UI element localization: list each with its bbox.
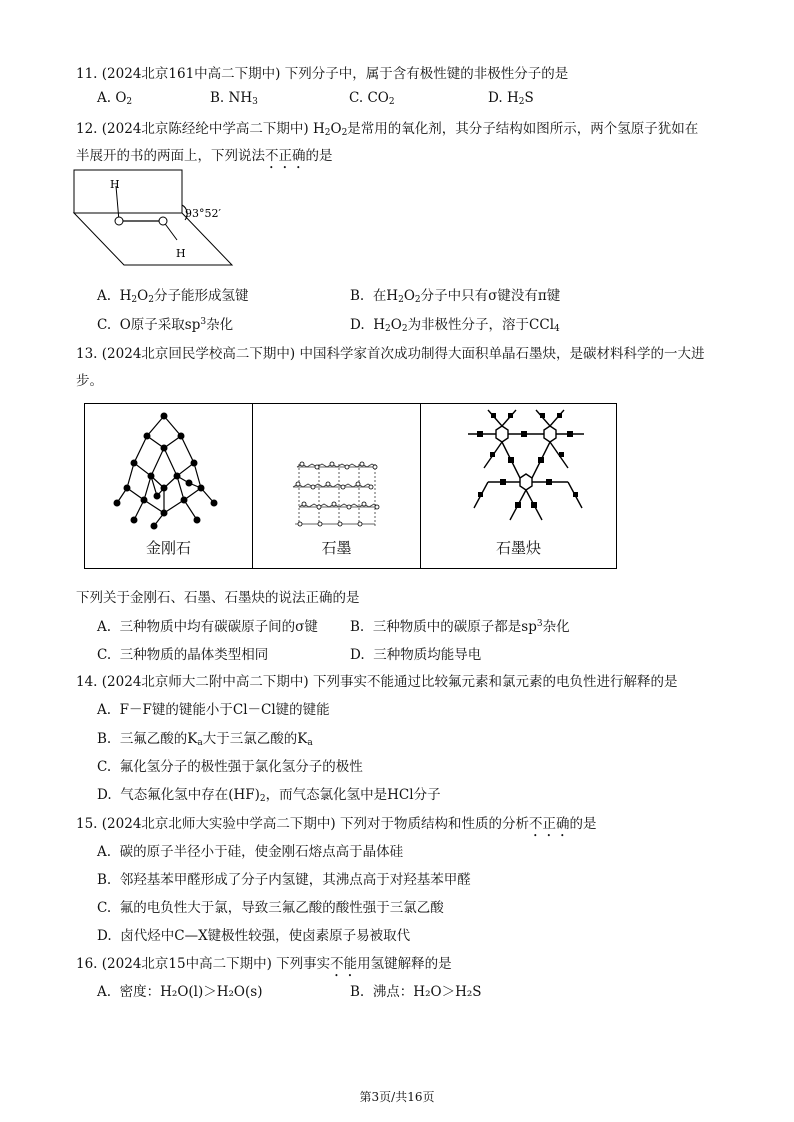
graphyne-cell [421,404,616,568]
question-13-stem-line2: 步。 [76,373,103,389]
q13-option-b: B. 三种物质中的碳原子都是$sp^3$杂化 [350,619,570,635]
q16-option-a: A. 密度：H₂O(l)＞H₂O(s) [97,984,263,1000]
o-h-bond-top [116,186,119,221]
q12-option-c: C. O原子采取$sp^3$杂化 [97,317,234,333]
carbon-allotropes-figure [84,403,617,569]
h-label-bottom: H [176,247,186,260]
diamond-cell [85,404,253,568]
diamond-structure-icon [89,408,249,533]
caption-graphite: 石墨 [321,539,352,557]
q15-option-b: B. 邻羟基苯甲醛形成了分子内氢键，其沸点高于对羟基苯甲醛 [97,872,471,888]
caption-graphyne: 石墨炔 [495,539,541,557]
h2o2-structure-figure [72,168,242,270]
graphite-cell [253,404,421,568]
q11-option-c: C. $CO_2$ [349,90,395,107]
book-upper-page [74,170,182,213]
oxygen-atom-2 [159,217,167,225]
q12-option-a: A. $H_2O_2$分子能形成氢键 [97,288,249,305]
graphite-structure-icon [257,412,417,532]
q11-option-a: A. $O_2$ [97,90,133,107]
question-14-stem: 14. (2024北京师大二附中高二下期中) 下列事实不能通过比较氟元素和氯元素的电负性进行解释的是 [76,674,678,690]
graphyne-structure-icon [428,408,608,528]
q14-option-b: B. 三氟乙酸的$K_a$大于三氯乙酸的$K_a$ [97,731,313,748]
q13-option-c: C. 三种物质的晶体类型相同 [97,647,269,663]
q14-option-c: C. 氟化氢分子的极性强于氯化氢分子的极性 [97,759,363,775]
angle-label: 93°52′ [185,207,221,220]
q11-option-b: B. $NH_3$ [210,90,258,107]
question-12-stem: 12. (2024北京陈经纶中学高二下期中) $H_2O_2$是常用的氧化剂，其分子结构如图所示，两个氢原子犹如在 [76,121,699,138]
page-footer: 第3页/共16页 [359,1090,435,1104]
q15-option-d: D. 卤代烃中C—X键极性较强，使卤素原子易被取代 [97,928,411,944]
question-13-stem-line3: 下列关于金刚石、石墨、石墨炔的说法正确的是 [76,590,360,606]
q12-option-b: B. 在$H_2O_2$分子中只有σ键没有π键 [350,288,561,305]
question-13-stem: 13. (2024北京回民学校高二下期中) 中国科学家首次成功制得大面积单晶石墨炔，是碳材料科学的一大进 [76,346,705,362]
q13-option-a: A. 三种物质中均有碳碳原子间的σ键 [97,619,318,635]
caption-diamond: 金刚石 [145,539,191,557]
question-15-stem: 15. (2024北京北师大实验中学高二下期中) 下列对于物质结构和性质的分析不正确的是 [76,816,597,832]
q16-option-b: B. 沸点：H₂O＞H₂S [350,984,482,1000]
q14-option-a: A. F－F键的键能小于Cl－Cl键的键能 [97,702,330,718]
question-11-stem: 11. (2024北京161中高二下期中) 下列分子中，属于含有极性键的非极性分子的是 [76,66,569,82]
question-16-stem: 16. (2024北京15中高二下期中) 下列事实不能用氢键解释的是 [76,956,452,972]
q14-option-d: D. 气态氟化氢中存在$(HF)_2$，而气态氯化氢中是HCl分子 [97,787,441,804]
q15-option-a: A. 碳的原子半径小于硅，使金刚石熔点高于晶体硅 [97,844,404,860]
q13-option-d: D. 三种物质均能导电 [350,647,482,663]
question-12-stem-line2: 半展开的书的两面上，下列说法不正确的是 [76,148,333,164]
q12-option-d: D. $H_2O_2$为非极性分子，溶于CCl$_4$ [350,317,560,334]
q15-option-c: C. 氟的电负性大于氯，导致三氟乙酸的酸性强于三氯乙酸 [97,900,444,916]
oxygen-atom-1 [115,217,123,225]
q11-option-d: D. $H_2S$ [488,90,534,107]
h-label-top: H [110,178,120,191]
